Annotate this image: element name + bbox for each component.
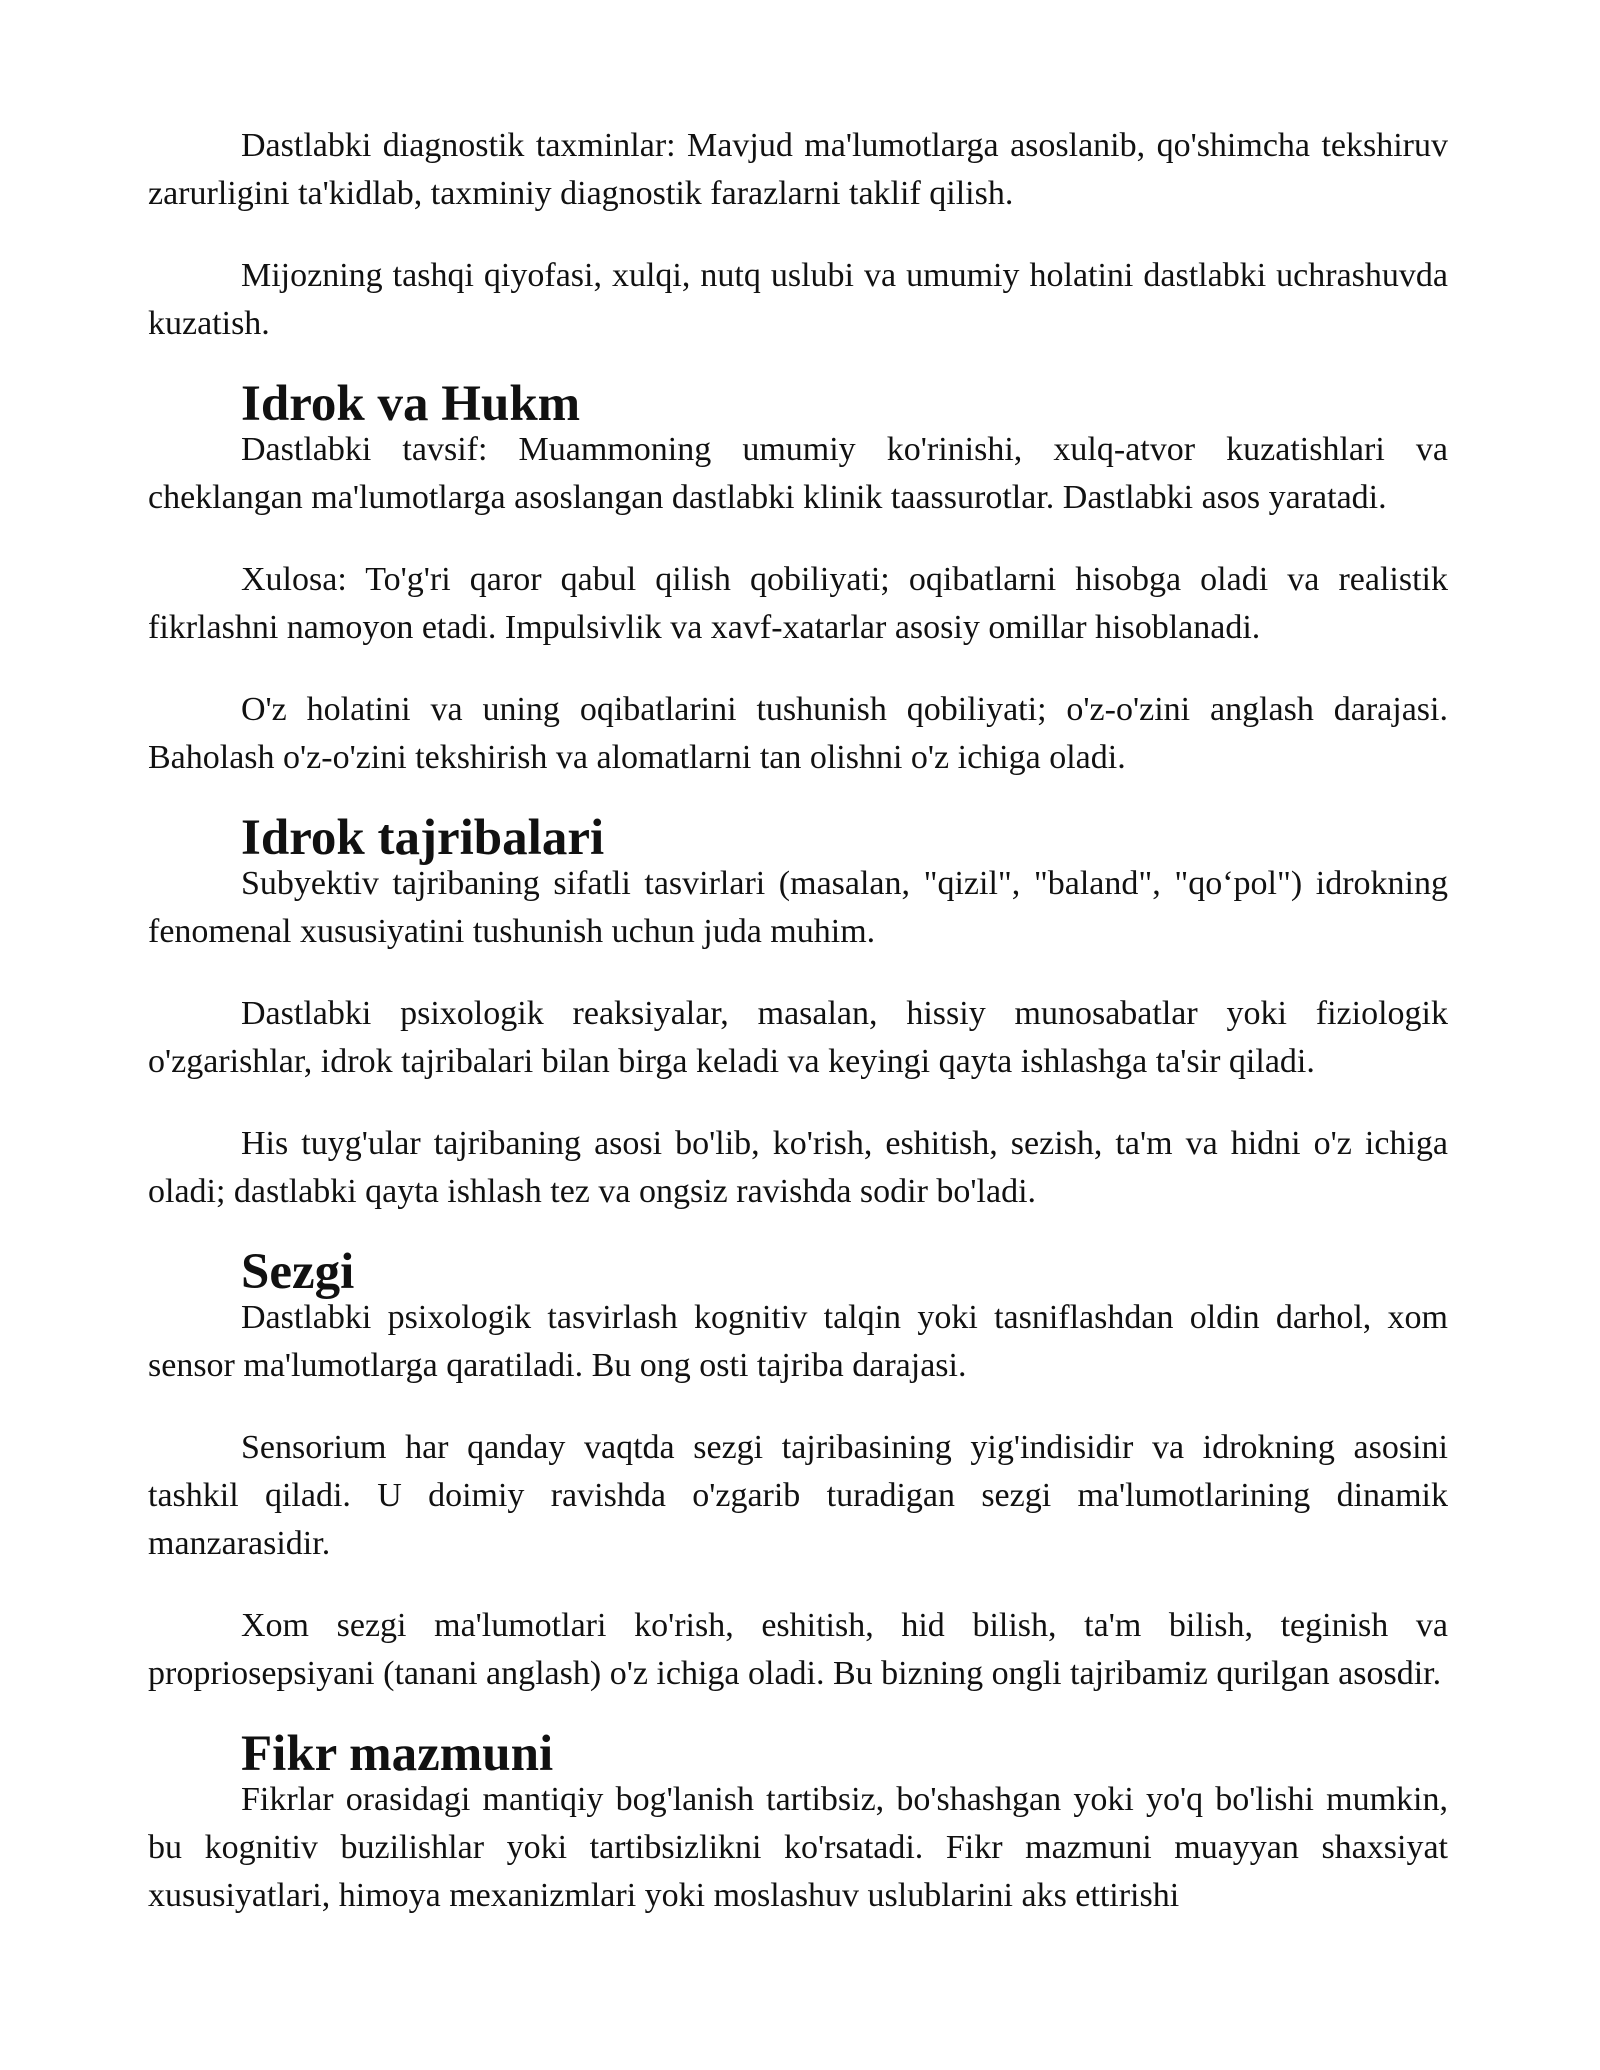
section-paragraph: His tuyg'ular tajribaning asosi bo'lib, ko'rish, eshitish, sezish, ta'm va hidni o'z ichiga oladi; dastlabki qayta ishlash tez va ongsiz ravishda sodir bo'ladi. xyxy=(148,1125,1448,1210)
section-paragraph: Dastlabki tavsif: Muammoning umumiy ko'rinishi, xulq-atvor kuzatishlari va cheklangan ma'lumotlarga asoslangan dastlabki klinik taassurotlar. Dastlabki asos yaratadi. xyxy=(148,431,1448,516)
section-heading: Fikr mazmuni xyxy=(241,1726,554,1782)
intro-paragraph: Dastlabki diagnostik taxminlar: Mavjud ma'lumotlarga asoslanib, qo'shimcha tekshiruv zarurligini ta'kidlab, taxminiy diagnostik farazlarni taklif qilish. xyxy=(148,127,1448,212)
document-page xyxy=(148,122,1448,1954)
section-heading: Idrok va Hukm xyxy=(241,376,581,432)
section-paragraph: Dastlabki psixologik reaksiyalar, masalan, hissiy munosabatlar yoki fiziologik o'zgarishlar, idrok tajribalari bilan birga keladi va keyingi qayta ishlashga ta'sir qiladi. xyxy=(148,995,1448,1080)
section-paragraph: Sensorium har qanday vaqtda sezgi tajribasining yig'indisidir va idrokning asosini tashkil qiladi. U doimiy ravishda o'zgarib turadigan sezgi ma'lumotlarining dinamik manzarasidir. xyxy=(148,1429,1448,1562)
section-paragraph: Xulosa: To'g'ri qaror qabul qilish qobiliyati; oqibatlarni hisobga oladi va realistik fikrlashni namoyon etadi. Impulsivlik va xavf-xatarlar asosiy omillar hisoblanadi. xyxy=(148,561,1448,646)
section-heading: Idrok tajribalari xyxy=(241,810,605,866)
section-paragraph: O'z holatini va uning oqibatlarini tushunish qobiliyati; o'z-o'zini anglash darajasi. Baholash o'z-o'zini tekshirish va alomatlarni tan olishni o'z ichiga oladi. xyxy=(148,691,1448,776)
section-fikr-mazmuni xyxy=(148,1726,1448,1920)
section-paragraph: Dastlabki psixologik tasvirlash kognitiv talqin yoki tasniflashdan oldin darhol, xom sensor ma'lumotlarga qaratiladi. Bu ong osti tajriba darajasi. xyxy=(148,1299,1448,1384)
intro-paragraph: Mijozning tashqi qiyofasi, xulqi, nutq uslubi va umumiy holatini dastlabki uchrashuvda kuzatish. xyxy=(148,257,1448,342)
section-idrok-tajribalari xyxy=(148,810,1448,1216)
section-idrok-va-hukm xyxy=(148,376,1448,782)
section-paragraph: Fikrlar orasidagi mantiqiy bog'lanish tartibsiz, bo'shashgan yoki yo'q bo'lishi mumkin, bu kognitiv buzilishlar yoki tartibsizlikni ko'rsatadi. Fikr mazmuni muayyan shaxsiyat xususiyatlari, himoya mexanizmlari yoki moslashuv uslublarini aks ettirishi xyxy=(148,1781,1448,1914)
section-heading: Sezgi xyxy=(241,1244,355,1300)
section-sezgi xyxy=(148,1244,1448,1698)
section-paragraph: Subyektiv tajribaning sifatli tasvirlari (masalan, "qizil", "baland", "qo‘pol") idrokning fenomenal xususiyatini tushunish uchun juda muhim. xyxy=(148,865,1448,950)
section-paragraph: Xom sezgi ma'lumotlari ko'rish, eshitish, hid bilish, ta'm bilish, teginish va propriosepsiyani (tanani anglash) o'z ichiga oladi. Bu bizning ongli tajribamiz qurilgan asosdir. xyxy=(148,1607,1448,1692)
